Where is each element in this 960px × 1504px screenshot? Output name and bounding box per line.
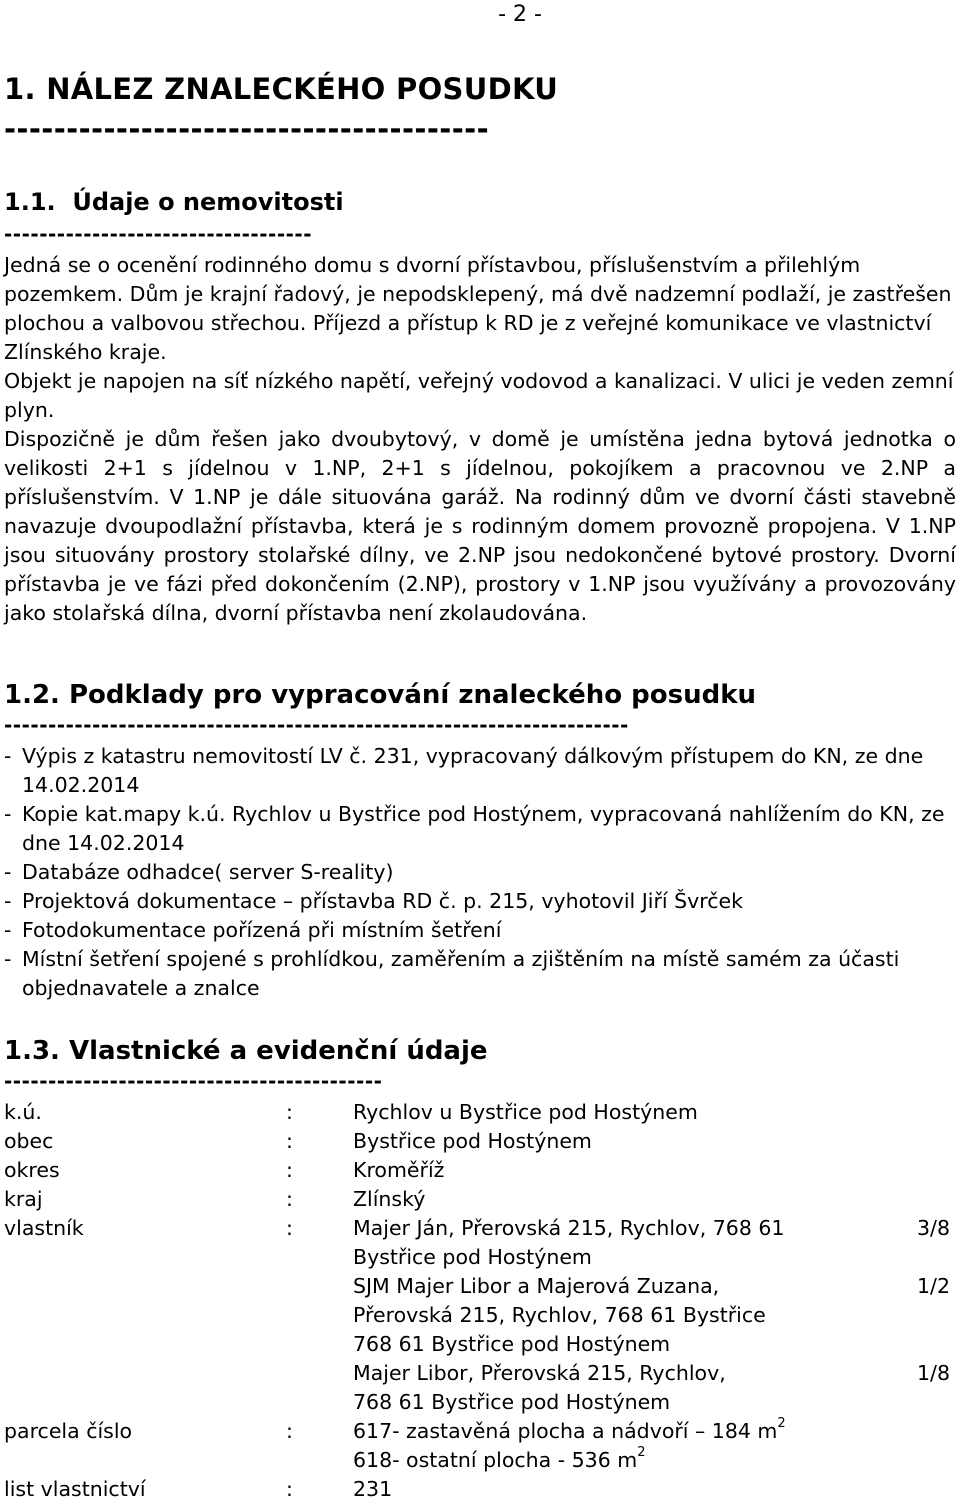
list-item: - Výpis z katastru nemovitostí LV č. 231, vypracovaný dálkovým přístupem do KN, ze dne 14.02.2014 [4, 744, 924, 797]
section-1-2-underline: ----------------------------------------------------------------------- [4, 713, 629, 737]
owner-share: 1/8 [917, 1361, 950, 1385]
section-1-1-underline: ----------------------------------- [4, 222, 313, 246]
chapter-heading: 1. NÁLEZ ZNALECKÉHO POSUDKU [4, 72, 559, 106]
section-1-3-underline: ------------------------------------------- [4, 1069, 383, 1093]
paragraph-layout: Dispozičně je dům řešen jako dvoubytový, v domě je umístěna jedna bytová jednotka o velikosti 2+1 s jídelnou v 1.NP, 2+1 s jídelnou, pokojíkem a pracovnou ve 2.NP a příslušenstvím. V 1.NP je dále situována garáž. Na rodinný dům ve dvorní části stavebně navazuje dvoupodlažní přístavba, která je s rodinným domem provozně propojena. V 1.NP jsou situovány prostory stolařské dílny, ve 2.NP jsou nedokončené bytové prostory. Dvorní přístavba je ve fázi před dokončením (2.NP), prostory v 1.NP jsou využívány a provozovány jako stolařská dílna, dvorní přístavba není zkolaudována. [4, 427, 956, 625]
table-row-ku: k.ú. : Rychlov u Bystřice pod Hostýnem [4, 1100, 698, 1124]
table-row-owner-2: SJM Majer Libor a Majerová Zuzana, Přerovská 215, Rychlov, 768 61 Bystřice 768 61 Bystřice pod Hostýnem 1/2 [353, 1274, 950, 1356]
list-item: - Projektová dokumentace – přístavba RD č. p. 215, vyhotovil Jiří Švrček [4, 889, 743, 913]
chapter-heading-underline: --------------------------------------- [4, 112, 490, 146]
section-1-2-heading: 1.2. Podklady pro vypracování znaleckého posudku [4, 680, 757, 710]
table-row-lv: list vlastnictví : 231 [4, 1477, 393, 1501]
paragraph-utilities: Objekt je napojen na síť nízkého napětí, veřejný vodovod a kanalizaci. V ulici je veden zemní plyn. [4, 369, 954, 422]
documents-list [4, 742, 956, 1003]
owner-share: 3/8 [917, 1216, 950, 1240]
table-row-kraj: kraj : Zlínský [4, 1187, 426, 1211]
table-row-obec: obec : Bystřice pod Hostýnem [4, 1129, 592, 1153]
section-1-1-heading: 1.1. Údaje o nemovitosti [4, 188, 344, 216]
owner-share: 1/2 [917, 1274, 950, 1298]
page-number: - 2 - [498, 2, 542, 27]
section-1-3-heading: 1.3. Vlastnické a evidenční údaje [4, 1036, 488, 1066]
table-row-okres: okres : Kroměříž [4, 1158, 445, 1182]
table-row-owner-3: Majer Libor, Přerovská 215, Rychlov, 768 61 Bystřice pod Hostýnem 1/8 [353, 1361, 950, 1414]
table-row-owner-1: vlastník : Majer Ján, Přerovská 215, Rychlov, 768 61 Bystřice pod Hostýnem 3/8 [4, 1216, 950, 1269]
list-item: - Fotodokumentace pořízená při místním šetření [4, 918, 502, 942]
paragraph-property-description: Jedná se o ocenění rodinného domu s dvorní přístavbou, příslušenstvím a přilehlým pozemkem. Dům je krajní řadový, je nepodsklepený, má dvě nadzemní podlaží, je zastřešen plochou a valbovou střechou. Příjezd a přístup k RD je z veřejné komunikace ve vlastnictví Zlínského kraje. [4, 253, 952, 364]
section-1-1-body [4, 251, 956, 628]
ownership-table [4, 1098, 956, 1504]
list-item: - Databáze odhadce( server S-reality) [4, 860, 394, 884]
list-item: - Místní šetření spojené s prohlídkou, zaměřením a zjištěním na místě samém za účasti objednavatele a znalce [4, 947, 900, 1000]
table-row-parcela: parcela číslo : 617- zastavěná plocha a nádvoří – 184 $m^2$ 618- ostatní plocha - 536 $m^2$ [4, 1416, 786, 1472]
list-item: - Kopie kat.mapy k.ú. Rychlov u Bystřice pod Hostýnem, vypracovaná nahlížením do KN, ze dne 14.02.2014 [4, 802, 945, 855]
